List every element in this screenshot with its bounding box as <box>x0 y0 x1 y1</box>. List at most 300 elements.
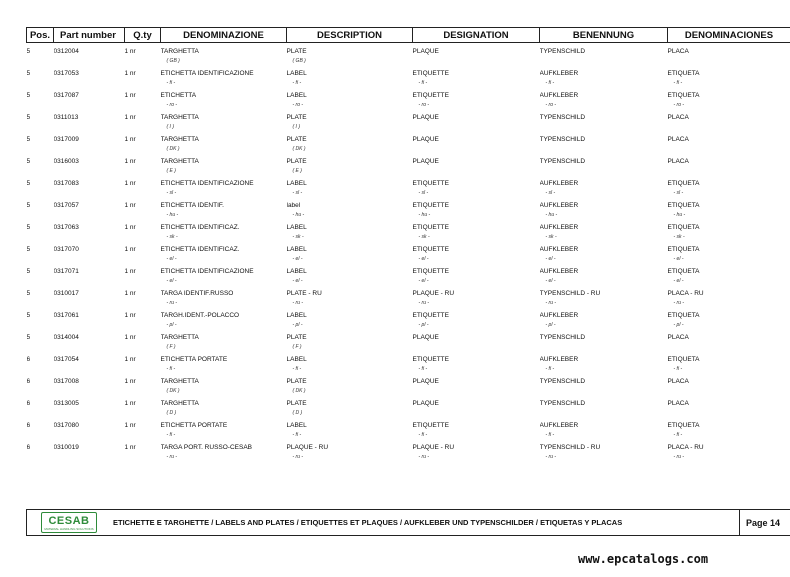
empty-cell <box>54 409 125 417</box>
table-row-subnote <box>27 79 790 87</box>
cell-benennung-note: - pl - <box>545 322 556 328</box>
cell-benennung-note <box>540 145 668 153</box>
cell-part-number: 0317080 <box>53 422 79 429</box>
empty-cell <box>27 299 54 307</box>
cell-benennung-note: - ru - <box>545 454 557 460</box>
cell-denominaciones: PLACA <box>667 136 689 143</box>
empty-cell <box>125 321 161 329</box>
table-row-subnote <box>27 145 790 153</box>
cell-benennung: TYPENSCHILD - RU <box>539 444 601 451</box>
cell-benennung: AUFKLEBER <box>539 356 579 363</box>
cell-benennung-note: - sl - <box>545 190 556 196</box>
cell-designation: ETIQUETTE <box>412 422 449 429</box>
empty-cell <box>54 101 125 109</box>
table-row <box>27 329 790 343</box>
cell-denominazione: ETICHETTA IDENTIFICAZIONE <box>160 70 254 77</box>
cell-designation: ETIQUETTE <box>412 356 449 363</box>
cell-designation-note <box>413 123 540 131</box>
cell-description-note: ( D ) <box>292 410 303 416</box>
cell-benennung-note <box>540 387 668 395</box>
cell-benennung: TYPENSCHILD <box>539 136 586 143</box>
cell-description-note: - el - <box>292 256 303 262</box>
cell-benennung-note <box>540 57 668 65</box>
cell-denominaciones-note: - ru - <box>673 454 685 460</box>
empty-cell <box>27 365 54 373</box>
cell-pos: 5 <box>26 246 31 253</box>
cell-description: LABEL <box>286 312 307 319</box>
cell-denominazione-note: - fi - <box>166 80 176 86</box>
table-row <box>27 109 790 123</box>
empty-cell <box>125 233 161 241</box>
cell-part-number: 0314004 <box>53 334 79 341</box>
cell-pos: 5 <box>26 114 31 121</box>
table-row-subnote <box>27 321 790 329</box>
cell-qty: 1 nr <box>124 246 136 253</box>
cell-denominazione-note: ( GB ) <box>166 58 180 64</box>
cell-denominaciones-note: - sk - <box>673 234 685 240</box>
cell-description-note: ( I ) <box>292 124 300 130</box>
cell-designation: ETIQUETTE <box>412 246 449 253</box>
empty-cell <box>54 189 125 197</box>
cell-benennung: AUFKLEBER <box>539 70 579 77</box>
table-header-row <box>27 28 790 43</box>
cell-pos: 6 <box>26 444 31 451</box>
empty-cell <box>27 79 54 87</box>
cell-designation: ETIQUETTE <box>412 224 449 231</box>
cell-benennung-note: - sk - <box>545 234 557 240</box>
cell-description: LABEL <box>286 268 307 275</box>
logo-tagline: MATERIAL HANDLING SOLUTIONS <box>44 526 94 531</box>
cell-description: PLATE <box>286 48 307 55</box>
cell-denominaciones-note: - fi - <box>673 80 683 86</box>
empty-cell <box>125 123 161 131</box>
cell-benennung: AUFKLEBER <box>539 312 579 319</box>
cell-designation-note: - fi - <box>418 80 428 86</box>
cell-denominaciones-note <box>668 145 790 153</box>
cell-description: LABEL <box>286 246 307 253</box>
cell-denominaciones-note <box>668 387 790 395</box>
cell-denominazione: ETICHETTA IDENTIF. <box>160 202 224 209</box>
cell-denominaciones: ETIQUETA <box>667 422 700 429</box>
cell-benennung-note: - hu - <box>545 212 558 218</box>
header-designation: DESIGNATION <box>413 28 540 43</box>
cell-denominaciones: PLACA <box>667 114 689 121</box>
empty-cell <box>27 101 54 109</box>
cell-benennung: TYPENSCHILD <box>539 114 586 121</box>
cell-part-number: 0317008 <box>53 378 79 385</box>
empty-cell <box>54 79 125 87</box>
cell-denominazione-note: ( F ) <box>166 344 176 350</box>
cell-designation: ETIQUETTE <box>412 312 449 319</box>
cell-description-note: - ru - <box>292 454 304 460</box>
cell-qty: 1 nr <box>124 334 136 341</box>
cell-benennung-note <box>540 167 668 175</box>
empty-cell <box>125 453 161 461</box>
cell-denominazione-note: ( DK ) <box>166 146 180 152</box>
cell-qty: 1 nr <box>124 378 136 385</box>
cell-qty: 1 nr <box>124 202 136 209</box>
cell-benennung-note: - el - <box>545 256 556 262</box>
cell-designation-note: - sl - <box>418 190 429 196</box>
cell-description-note: - fi - <box>292 366 302 372</box>
cell-description-note: - sl - <box>292 190 303 196</box>
cell-pos: 5 <box>26 48 31 55</box>
cell-designation-note: - ro - <box>418 102 430 108</box>
empty-cell <box>54 57 125 65</box>
cell-designation: PLAQUE <box>412 400 439 407</box>
cell-designation: PLAQUE - RU <box>412 290 455 297</box>
cell-benennung: TYPENSCHILD - RU <box>539 290 601 297</box>
cell-benennung-note: - el - <box>545 278 556 284</box>
cell-benennung: AUFKLEBER <box>539 224 579 231</box>
cell-designation: ETIQUETTE <box>412 202 449 209</box>
cell-denominaciones-note <box>668 123 790 131</box>
cell-denominaciones-note: - fi - <box>673 432 683 438</box>
cell-designation: ETIQUETTE <box>412 268 449 275</box>
cell-denominaciones: ETIQUETA <box>667 312 700 319</box>
cell-benennung-note <box>540 409 668 417</box>
cell-denominazione-note: - fi - <box>166 366 176 372</box>
cell-benennung-note: - fi - <box>545 432 555 438</box>
header-pos: Pos. <box>27 28 54 43</box>
cell-designation-note <box>413 343 540 351</box>
table-row <box>27 43 790 58</box>
cell-part-number: 0317083 <box>53 180 79 187</box>
cell-pos: 5 <box>26 180 31 187</box>
cell-description-note: ( DK ) <box>292 146 306 152</box>
cell-denominaciones-note: - fi - <box>673 366 683 372</box>
empty-cell <box>125 431 161 439</box>
cell-denominaciones-note <box>668 409 790 417</box>
table-row-subnote <box>27 255 790 263</box>
cell-pos: 5 <box>26 158 31 165</box>
cell-denominazione: TARGH.IDENT.-POLACCO <box>160 312 240 319</box>
cell-description: PLATE - RU <box>286 290 322 297</box>
cell-description: PLATE <box>286 114 307 121</box>
cell-denominazione: TARGHETTA <box>160 334 199 341</box>
cell-benennung: TYPENSCHILD <box>539 48 586 55</box>
page-number: Page 14 <box>739 510 790 535</box>
table-row <box>27 241 790 255</box>
cell-qty: 1 nr <box>124 180 136 187</box>
cell-denominazione-note: - ro - <box>166 102 178 108</box>
cell-denominaciones: PLACA <box>667 48 689 55</box>
cell-denominaciones-note <box>668 167 790 175</box>
cell-denominaciones: PLACA - RU <box>667 444 704 451</box>
cell-pos: 6 <box>26 356 31 363</box>
cell-benennung-note <box>540 343 668 351</box>
table-row-subnote <box>27 101 790 109</box>
cell-denominaciones: ETIQUETA <box>667 92 700 99</box>
cell-description: LABEL <box>286 180 307 187</box>
cell-pos: 6 <box>26 400 31 407</box>
cell-qty: 1 nr <box>124 290 136 297</box>
cell-benennung: TYPENSCHILD <box>539 378 586 385</box>
empty-cell <box>125 167 161 175</box>
cell-denominaciones: PLACA - RU <box>667 290 704 297</box>
cell-benennung: TYPENSCHILD <box>539 334 586 341</box>
cell-description: PLATE <box>286 334 307 341</box>
empty-cell <box>27 255 54 263</box>
cell-part-number: 0313005 <box>53 400 79 407</box>
cell-qty: 1 nr <box>124 444 136 451</box>
cell-part-number: 0317061 <box>53 312 79 319</box>
table-row-subnote <box>27 211 790 219</box>
table-row-subnote <box>27 343 790 351</box>
empty-cell <box>54 167 125 175</box>
cell-part-number: 0310019 <box>53 444 79 451</box>
table-row-subnote <box>27 453 790 461</box>
cell-denominaciones: PLACA <box>667 400 689 407</box>
empty-cell <box>54 299 125 307</box>
cell-description-note: ( DK ) <box>292 388 306 394</box>
cell-benennung-note: - ro - <box>545 102 557 108</box>
empty-cell <box>27 211 54 219</box>
cell-denominazione: ETICHETTA PORTATE <box>160 356 228 363</box>
cell-designation-note: - fi - <box>418 432 428 438</box>
empty-cell <box>54 233 125 241</box>
table-row <box>27 153 790 167</box>
table-row <box>27 417 790 431</box>
table-row <box>27 87 790 101</box>
cell-description-note: - fi - <box>292 432 302 438</box>
cell-description: LABEL <box>286 70 307 77</box>
empty-cell <box>54 343 125 351</box>
table-row-subnote <box>27 189 790 197</box>
empty-cell <box>27 123 54 131</box>
cell-designation-note: - el - <box>418 256 429 262</box>
empty-cell <box>54 211 125 219</box>
empty-cell <box>54 431 125 439</box>
cell-description: PLATE <box>286 400 307 407</box>
cell-designation-note <box>413 167 540 175</box>
parts-sheet <box>26 27 790 461</box>
cell-denominazione-note: - sl - <box>166 190 177 196</box>
header-qty: Q.ty <box>125 28 161 43</box>
table-row <box>27 131 790 145</box>
empty-cell <box>54 453 125 461</box>
empty-cell <box>125 57 161 65</box>
empty-cell <box>27 189 54 197</box>
cell-description: PLATE <box>286 378 307 385</box>
table-row <box>27 263 790 277</box>
empty-cell <box>54 365 125 373</box>
cell-denominazione-note: ( I ) <box>166 124 174 130</box>
cell-pos: 5 <box>26 70 31 77</box>
cell-part-number: 0312004 <box>53 48 79 55</box>
empty-cell <box>125 365 161 373</box>
cell-denominaciones: ETIQUETA <box>667 180 700 187</box>
cell-designation: PLAQUE <box>412 136 439 143</box>
parts-table <box>26 27 790 461</box>
cell-benennung-note <box>540 123 668 131</box>
cell-designation: PLAQUE <box>412 378 439 385</box>
table-row-subnote <box>27 365 790 373</box>
header-part-number: Part number <box>54 28 125 43</box>
table-row <box>27 285 790 299</box>
cell-description-note: ( GB ) <box>292 58 306 64</box>
empty-cell <box>125 343 161 351</box>
table-row <box>27 307 790 321</box>
table-row-subnote <box>27 167 790 175</box>
empty-cell <box>125 79 161 87</box>
cell-denominaciones-note <box>668 57 790 65</box>
cell-pos: 6 <box>26 422 31 429</box>
cell-denominazione: TARGHETTA <box>160 136 199 143</box>
cell-pos: 5 <box>26 334 31 341</box>
table-row-subnote <box>27 387 790 395</box>
empty-cell <box>54 277 125 285</box>
cell-designation: PLAQUE <box>412 334 439 341</box>
cell-part-number: 0317057 <box>53 202 79 209</box>
empty-cell <box>27 453 54 461</box>
cell-pos: 5 <box>26 268 31 275</box>
empty-cell <box>125 145 161 153</box>
empty-cell <box>27 145 54 153</box>
cell-designation: PLAQUE <box>412 114 439 121</box>
cell-denominaciones: ETIQUETA <box>667 356 700 363</box>
cell-denominaciones: ETIQUETA <box>667 224 700 231</box>
cell-qty: 1 nr <box>124 400 136 407</box>
cell-denominaciones: PLACA <box>667 334 689 341</box>
cell-designation: PLAQUE <box>412 158 439 165</box>
cell-benennung: AUFKLEBER <box>539 246 579 253</box>
cell-denominaciones: ETIQUETA <box>667 268 700 275</box>
cell-denominaciones-note: - ru - <box>673 300 685 306</box>
cell-qty: 1 nr <box>124 224 136 231</box>
table-row-subnote <box>27 409 790 417</box>
cell-denominazione-note: - ru - <box>166 300 178 306</box>
cell-part-number: 0310017 <box>53 290 79 297</box>
cell-qty: 1 nr <box>124 136 136 143</box>
cell-denominaciones: ETIQUETA <box>667 202 700 209</box>
empty-cell <box>54 123 125 131</box>
cell-qty: 1 nr <box>124 114 136 121</box>
cell-qty: 1 nr <box>124 422 136 429</box>
cell-denominazione-note: - ru - <box>166 454 178 460</box>
cell-description: LABEL <box>286 422 307 429</box>
header-denominaciones: DENOMINACIONES <box>668 28 790 43</box>
cell-denominazione-note: ( E ) <box>166 168 176 174</box>
cell-pos: 5 <box>26 290 31 297</box>
empty-cell <box>125 299 161 307</box>
empty-cell <box>27 57 54 65</box>
cesab-logo <box>41 512 97 533</box>
empty-cell <box>125 277 161 285</box>
cell-description: PLATE <box>286 136 307 143</box>
cell-denominazione: TARGHETTA <box>160 400 199 407</box>
cell-designation: ETIQUETTE <box>412 180 449 187</box>
empty-cell <box>125 255 161 263</box>
cell-designation: ETIQUETTE <box>412 92 449 99</box>
cell-qty: 1 nr <box>124 48 136 55</box>
cell-part-number: 0311013 <box>53 114 79 121</box>
table-row <box>27 351 790 365</box>
cell-description-note: - hu - <box>292 212 305 218</box>
cell-description-note: ( E ) <box>292 168 302 174</box>
cell-designation-note: - ru - <box>418 300 430 306</box>
cell-designation-note: - el - <box>418 278 429 284</box>
cell-description-note: - sk - <box>292 234 304 240</box>
cell-part-number: 0317063 <box>53 224 79 231</box>
logo-text: CESAB <box>48 514 90 527</box>
table-row <box>27 373 790 387</box>
empty-cell <box>54 255 125 263</box>
cell-pos: 5 <box>26 136 31 143</box>
cell-part-number: 0317087 <box>53 92 79 99</box>
empty-cell <box>27 167 54 175</box>
cell-denominaciones: PLACA <box>667 158 689 165</box>
cell-denominazione: ETICHETTA <box>160 92 197 99</box>
empty-cell <box>54 321 125 329</box>
cell-designation-note: - ru - <box>418 454 430 460</box>
cell-qty: 1 nr <box>124 158 136 165</box>
table-row <box>27 175 790 189</box>
cell-description-note: - ru - <box>292 300 304 306</box>
cell-benennung: AUFKLEBER <box>539 92 579 99</box>
cell-qty: 1 nr <box>124 268 136 275</box>
cell-description: LABEL <box>286 356 307 363</box>
cell-denominaciones-note: - el - <box>673 256 684 262</box>
cell-denominazione: ETICHETTA IDENTIFICAZIONE <box>160 180 254 187</box>
cell-part-number: 0316003 <box>53 158 79 165</box>
table-row-subnote <box>27 299 790 307</box>
empty-cell <box>27 343 54 351</box>
cell-benennung: AUFKLEBER <box>539 202 579 209</box>
table-row-subnote <box>27 431 790 439</box>
table-row-subnote <box>27 233 790 241</box>
cell-denominazione-note: - hu - <box>166 212 179 218</box>
cell-qty: 1 nr <box>124 312 136 319</box>
table-row-subnote <box>27 123 790 131</box>
cell-description: label <box>286 202 301 209</box>
cell-part-number: 0317009 <box>53 136 79 143</box>
cell-benennung-note: - fi - <box>545 80 555 86</box>
cell-denominaciones-note: - sl - <box>673 190 684 196</box>
cell-pos: 5 <box>26 202 31 209</box>
cell-qty: 1 nr <box>124 92 136 99</box>
cell-description: LABEL <box>286 224 307 231</box>
cell-denominazione: TARGHETTA <box>160 158 199 165</box>
cell-denominazione-note: ( D ) <box>166 410 177 416</box>
cell-benennung: TYPENSCHILD <box>539 400 586 407</box>
table-row <box>27 439 790 453</box>
cell-designation-note <box>413 57 540 65</box>
cell-designation-note: - hu - <box>418 212 431 218</box>
empty-cell <box>125 387 161 395</box>
cell-denominaciones: ETIQUETA <box>667 246 700 253</box>
empty-cell <box>27 277 54 285</box>
website-watermark: www.epcatalogs.com <box>578 552 709 566</box>
empty-cell <box>27 233 54 241</box>
header-denominazione: DENOMINAZIONE <box>161 28 287 43</box>
cell-designation: ETIQUETTE <box>412 70 449 77</box>
cell-benennung: TYPENSCHILD <box>539 158 586 165</box>
cell-benennung: AUFKLEBER <box>539 422 579 429</box>
page-footer <box>26 509 790 536</box>
empty-cell <box>125 189 161 197</box>
cell-part-number: 0317071 <box>53 268 79 275</box>
cell-designation: PLAQUE - RU <box>412 444 455 451</box>
cell-description-note: - ro - <box>292 102 304 108</box>
table-row <box>27 219 790 233</box>
cell-denominazione-note: ( DK ) <box>166 388 180 394</box>
cell-part-number: 0317070 <box>53 246 79 253</box>
cell-designation-note: - pl - <box>418 322 429 328</box>
cell-denominazione: TARGA PORT. RUSSO-CESAB <box>160 444 253 451</box>
cell-designation-note: - fi - <box>418 366 428 372</box>
cell-pos: 5 <box>26 224 31 231</box>
